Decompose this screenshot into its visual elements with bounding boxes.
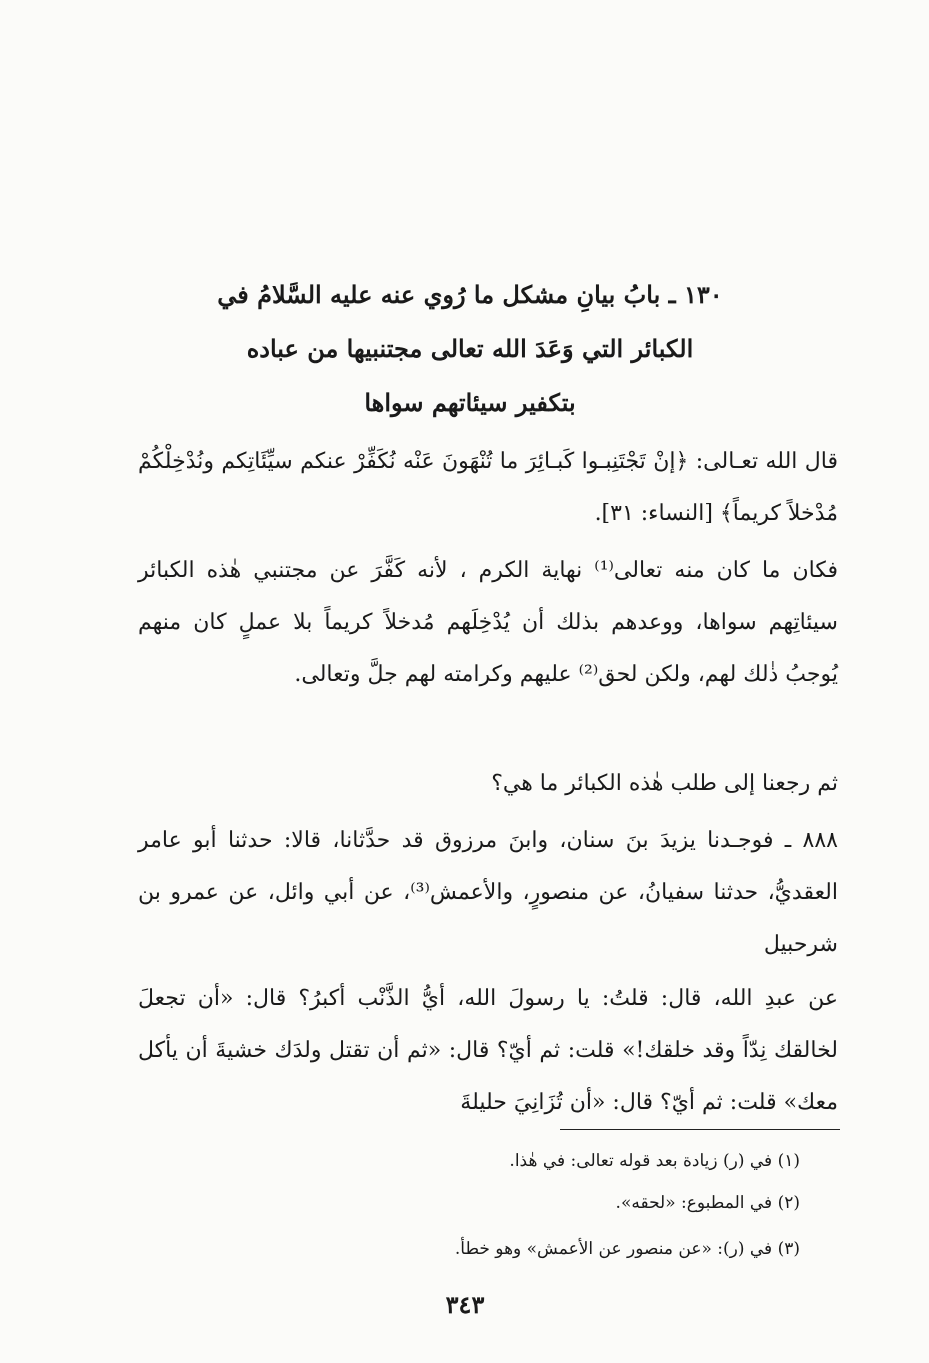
- paragraph-hadith-chain: ٨٨٨ ـ فوجـدنا يزيدَ بنَ سنان، وابنَ مرزوق قد حدَّثانا، قالا: حدثنا أبو عامر العقديُّ، حدثنا سفيانُ، عن منصورٍ، والأعمش⁽³⁾، عن أبي وائل، عن عمرو بن شرحبيل: [138, 828, 838, 957]
- page-number: ٣٤٣: [445, 1290, 485, 1319]
- footnote-separator: [560, 1129, 840, 1130]
- chapter-title-line-3: بتكفير سيئاتهم سواها: [364, 388, 576, 417]
- paragraph-hadith-text: عن عبدِ الله، قال: قلتُ: يا رسولَ الله، أيُّ الذَّنْب أكبرُ؟ قال: «أن تجعلَ لخالقك نِدّاً وقد خلقك!» قلت: ثم أيّ؟ قال: «ثم أن تقتل ولدَك خشيةَ أن يأكل معك» قلت: ثم أيّ؟ قال: «أن تُزَانِيَ حليلةَ: [138, 986, 838, 1115]
- footnote-2: (٢) في المطبوع: «لحقه».: [615, 1193, 800, 1213]
- paragraph-quran-verse: قال الله تعـالى: ﴿إنْ تَجْتَنِبـوا كَبـائِرَ ما تُنْهَونَ عَنْه نُكَفِّرْ عنكم سيِّئَاتِكم ونُدْخِلْكُمْ مُدْخلاً كريماً﴾ [النساء: ٣١].: [138, 449, 838, 526]
- footnote-3: (٣) في (ر): «عن منصور عن الأعمش» وهو خطأ.: [454, 1239, 800, 1259]
- paragraph-commentary: فكان ما كان منه تعالى⁽¹⁾ نهاية الكرم ، لأنه كَفَّرَ عن مجتنبي هٰذه الكبائر سيئاتِهم سواها، ووعدهم بذلك أن يُدْخِلَهم مُدخلاً كريماً بلا عملٍ كان منهم يُوجبُ ذٰلك لهم، ولكن لحق⁽²⁾ عليهم وكرامته لهم جلَّ وتعالى.: [138, 558, 838, 687]
- paragraph-question: ثم رجعنا إلى طلب هٰذه الكبائر ما هي؟: [491, 771, 838, 796]
- chapter-title-line-2: الكبائر التي وَعَدَ الله تعالى مجتنبيها من عباده: [246, 334, 694, 363]
- footnote-1: (١) في (ر) زيادة بعد قوله تعالى: في هٰذا.: [509, 1151, 800, 1171]
- chapter-title-line-1: ١٣٠ ـ بابُ بيانِ مشكل ما رُوي عنه عليه السَّلامُ في: [217, 280, 723, 309]
